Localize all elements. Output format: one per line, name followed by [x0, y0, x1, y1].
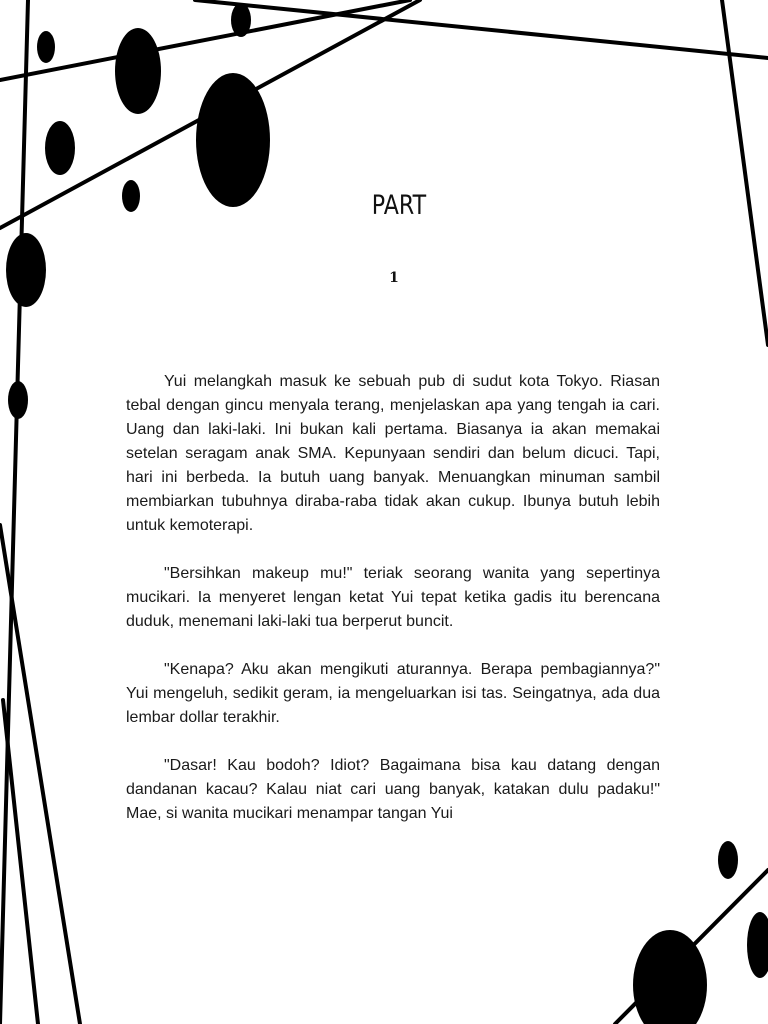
decor-line: [722, 0, 768, 345]
story-paragraph: "Dasar! Kau bodoh? Idiot? Bagaimana bisa kau datang dengan dandanan kacau? Kalau niat cari uang banyak, katakan dulu padaku!" Mae, si wanita mucikari menampar tangan Yui: [126, 757, 660, 822]
decor-dot: [231, 3, 251, 37]
story-paragraph: "Kenapa? Aku akan mengikuti aturannya. Berapa pembagiannya?" Yui mengeluh, sedikit geram, ia mengeluarkan isi tas. Seingatnya, ada dua lembar dollar terakhir.: [126, 661, 660, 726]
decor-dot: [747, 912, 768, 978]
decor-line: [0, 0, 28, 1024]
decor-line: [195, 0, 768, 58]
story-paragraph: "Bersihkan makeup mu!" teriak seorang wanita yang sepertinya mucikari. Ia menyeret lengan ketat Yui tepat ketika gadis itu berencana duduk, menemani laki-laki tua berperut buncit.: [126, 565, 660, 630]
decor-dot: [115, 28, 161, 114]
decor-dot: [718, 841, 738, 879]
part-title: PART: [371, 190, 427, 221]
decor-dot: [196, 73, 270, 207]
decor-dot: [37, 31, 55, 63]
decor-dot: [45, 121, 75, 175]
chapter-number: 1: [389, 270, 399, 286]
story-paragraph: Yui melangkah masuk ke sebuah pub di sudut kota Tokyo. Riasan tebal dengan gincu menyala terang, menjelaskan apa yang tengah ia cari. Uang dan laki-laki. Ini bukan kali pertama. Biasanya ia akan memakai setelan seragam anak SMA. Kepunyaan sendiri dan belum dicuci. Tapi, hari ini berbeda. Ia butuh uang banyak. Menuangkan minuman sambil membiarkan tubuhnya diraba-raba tidak akan cukup. Ibunya butuh lebih untuk kemoterapi.: [126, 373, 660, 534]
decor-dot: [8, 381, 28, 419]
decor-line: [3, 700, 38, 1024]
story-body: [126, 370, 660, 850]
